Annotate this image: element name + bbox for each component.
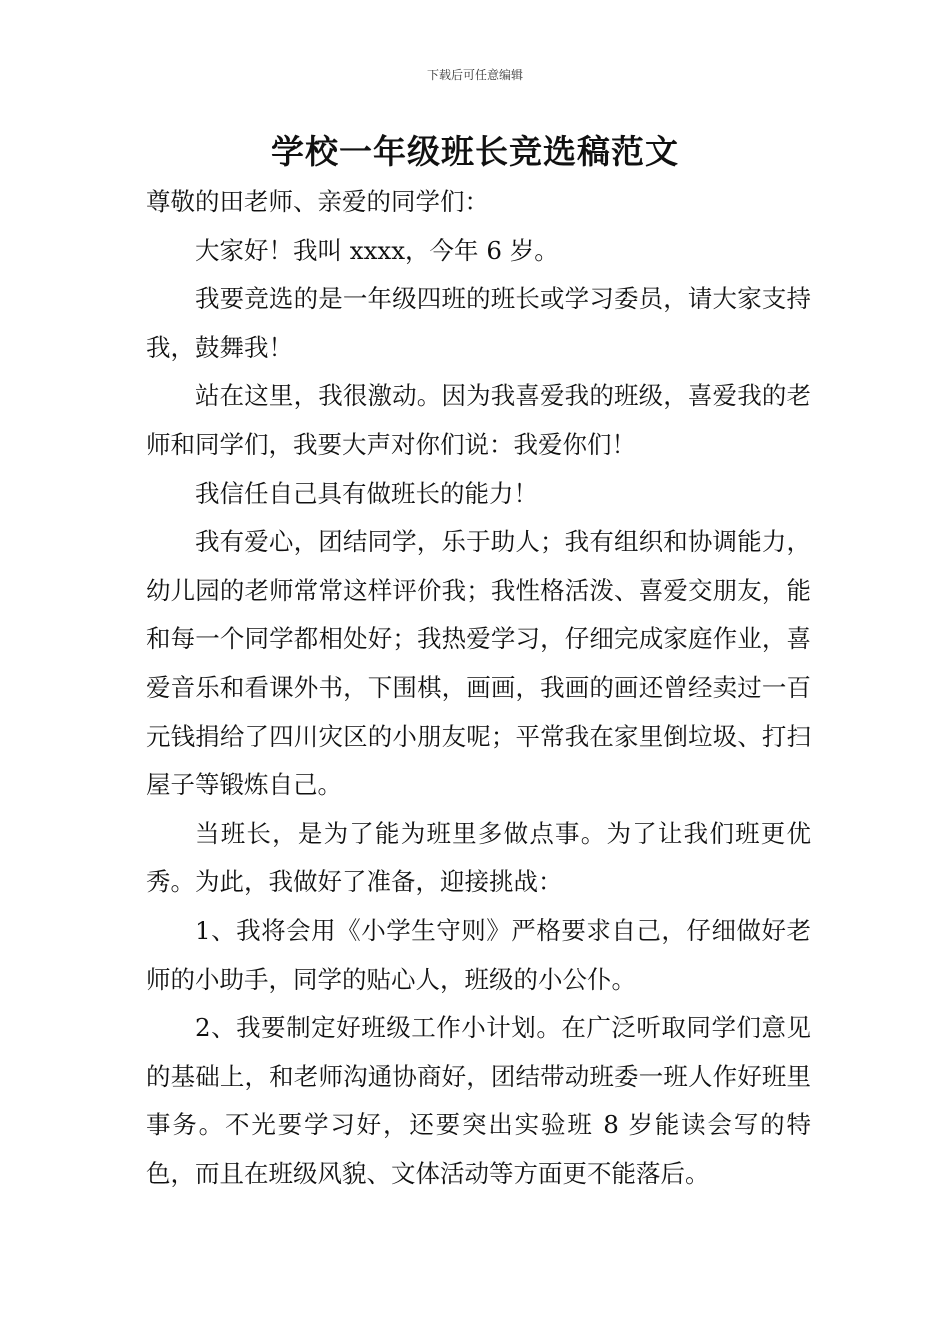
paragraph-list-item: 1、我将会用《小学生守则》严格要求自己，仔细做好老师的小助手，同学的贴心人，班级的小公仆。 [146,915,811,994]
paragraph: 我有爱心，团结同学，乐于助人；我有组织和协调能力，幼儿园的老师常常这样评价我；我性格活泼、喜爱交朋友，能和每一个同学都相处好；我热爱学习，仔细完成家庭作业，喜爱音乐和看课外书，下围棋，画画，我画的画还曾经卖过一百元钱捐给了四川灾区的小朋友呢；平常我在家里倒垃圾、打扫屋子等锻炼自己。 [146,527,811,800]
paragraph: 站在这里，我很激动。因为我喜爱我的班级，喜爱我的老师和同学们，我要大声对你们说：我爱你们！ [146,381,811,459]
document-body [146,178,811,1198]
paragraph-list-item: 2、我要制定好班级工作小计划。在广泛听取同学们意见的基础上，和老师沟通协商好，团结带动班委一班人作好班里事务。不光要学习好，还要突出实验班 8 岁能读会写的特色，而且在班级风貌、文体活动等方面更不能落后。 [146,1013,811,1188]
document-title: 学校一年级班长竞选稿范文 [271,132,679,171]
paragraph: 我要竞选的是一年级四班的班长或学习委员，请大家支持我，鼓舞我！ [146,284,811,362]
paragraph: 大家好！我叫 xxxx，今年 6 岁。 [195,235,559,265]
paragraph: 我信任自己具有做班长的能力！ [195,478,538,508]
paragraph-greeting: 尊敬的田老师、亲爱的同学们： [146,187,489,216]
header-note: 下载后可任意编辑 [426,68,523,82]
paragraph: 当班长，是为了能为班里多做点事。为了让我们班更优秀。为此，我做好了准备，迎接挑战： [146,818,811,897]
